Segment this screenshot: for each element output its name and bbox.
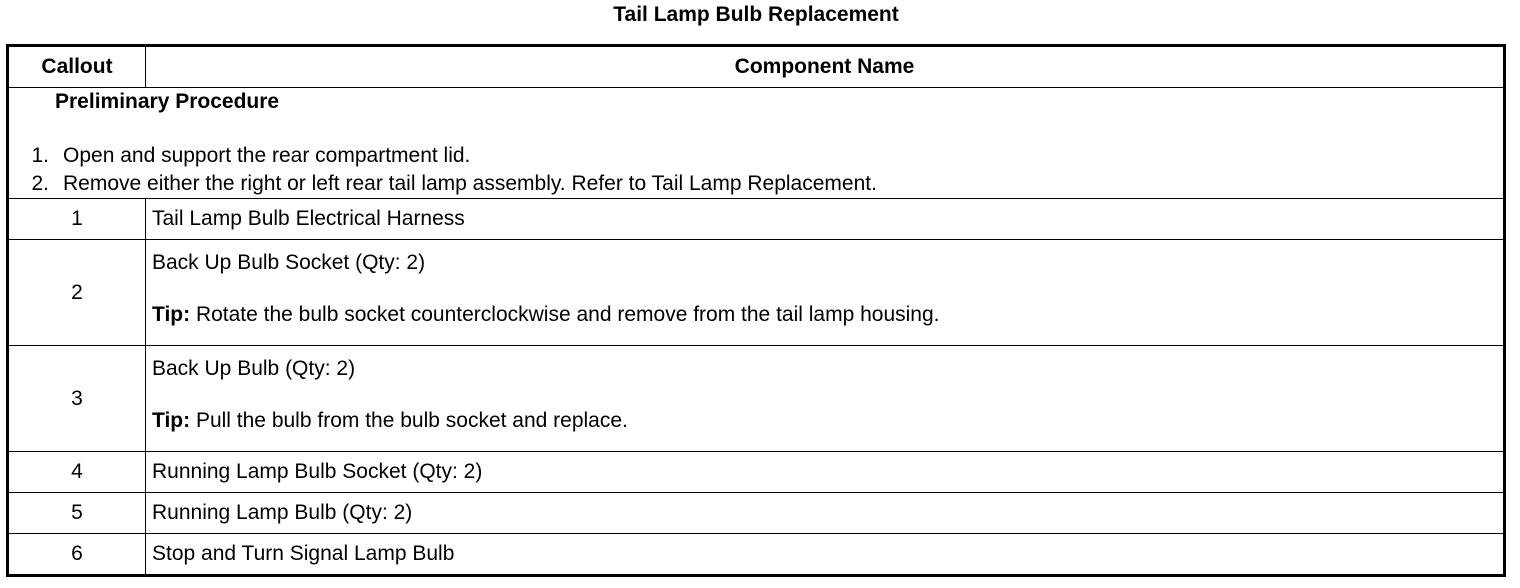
callout-number: 3 [8,346,146,452]
component-name: Back Up Bulb (Qty: 2) [152,357,356,380]
table-row [8,240,1505,346]
component-cell [146,240,1505,346]
component-name: Stop and Turn Signal Lamp Bulb [146,534,1505,576]
component-cell [146,346,1505,452]
preliminary-procedure-heading: Preliminary Procedure [55,90,280,113]
tip-label: Tip: [152,409,191,432]
component-tip [152,408,1497,434]
component-name: Running Lamp Bulb (Qty: 2) [146,493,1505,534]
preliminary-procedure-row [8,88,1505,199]
callout-header: Callout [8,46,146,88]
component-name: Back Up Bulb Socket (Qty: 2) [152,251,426,274]
callout-number: 1 [8,199,146,240]
callout-number: 5 [8,493,146,534]
table-row [8,452,1505,493]
callout-number: 2 [8,240,146,346]
table-row [8,346,1505,452]
page-title: Tail Lamp Bulb Replacement [613,3,899,26]
step-text: Remove either the right or left rear tail lamp assembly. Refer to Tail Lamp Replacement. [63,172,877,195]
tip-text: Pull the bulb from the bulb socket and replace. [190,409,628,432]
callout-number: 6 [8,534,146,576]
component-name: Tail Lamp Bulb Electrical Harness [146,199,1505,240]
procedure-step [15,170,1497,198]
callout-number: 4 [8,452,146,493]
table-row [8,534,1505,576]
table-header-row [8,46,1505,88]
table-row [8,493,1505,534]
step-text: Open and support the rear compartment lid. [63,144,471,167]
preliminary-procedure [8,88,1505,199]
tip-label: Tip: [152,303,191,326]
tip-text: Rotate the bulb socket counterclockwise and remove from the tail lamp housing. [190,303,940,326]
component-name: Running Lamp Bulb Socket (Qty: 2) [146,452,1505,493]
step-number: 2. [31,172,49,195]
parts-table [6,44,1506,577]
step-number: 1. [31,144,49,167]
component-tip [152,302,1497,328]
table-row [8,199,1505,240]
procedure-step [15,142,1497,170]
component-name-header: Component Name [146,46,1505,88]
